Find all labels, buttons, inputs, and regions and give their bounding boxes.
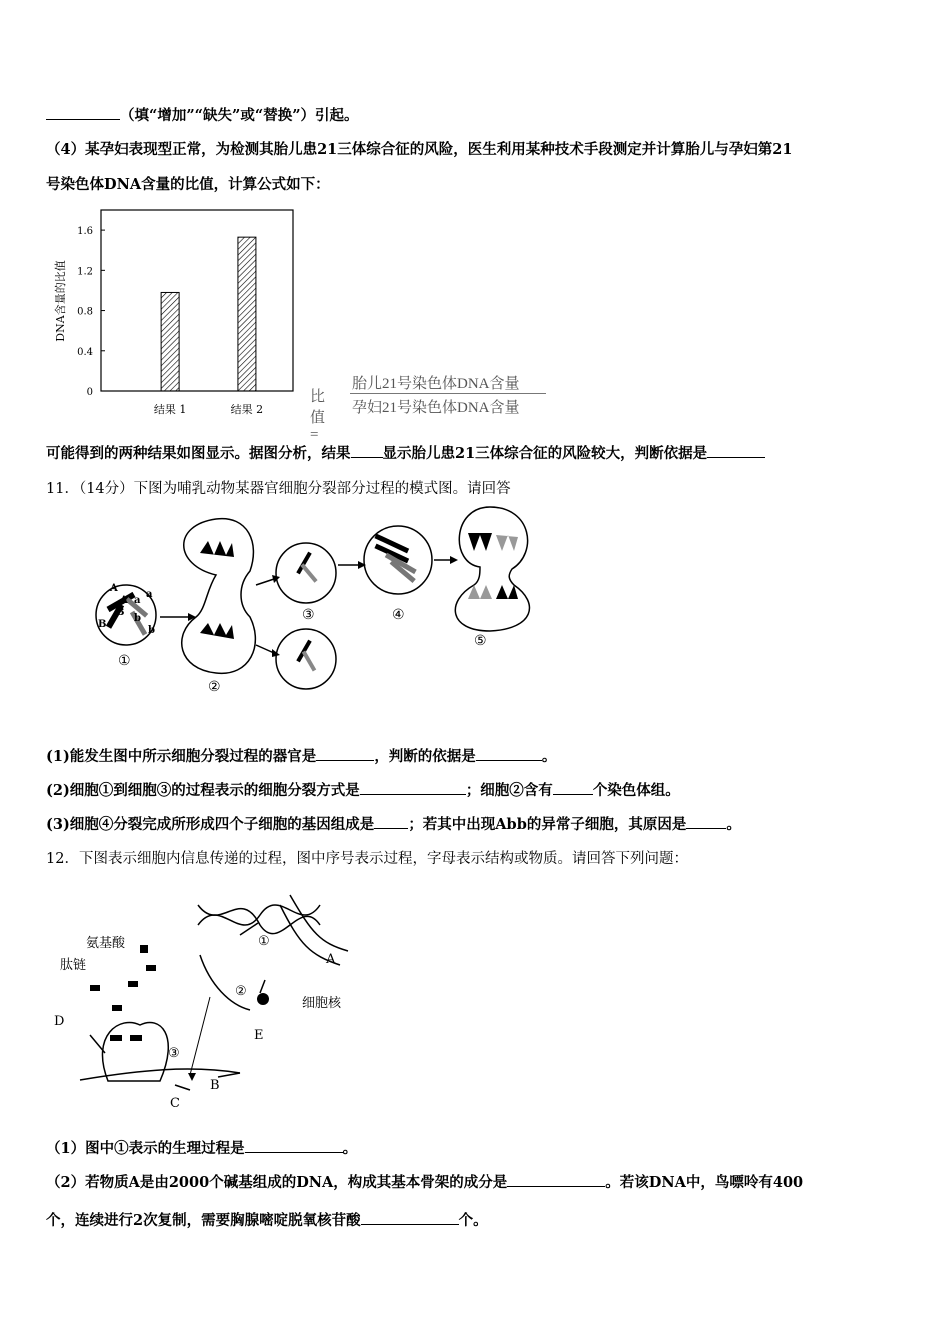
y-tick-label: 0.4	[77, 346, 93, 358]
q12-title: 12．下图表示细胞内信息传递的过程，图中序号表示过程，字母表示结构或物质。请回答下列问题：	[46, 851, 688, 867]
y-tick-label: 1.6	[77, 226, 93, 238]
q12-sub2: （2）若物质A是由2000个碱基组成的DNA，构成其基本骨架的成分是 。若该DNA中，鸟嘌呤有400	[46, 1174, 804, 1191]
gene-expression-diagram	[50, 885, 370, 1115]
cell-label-1: ①	[118, 653, 131, 669]
answer-blank[interactable]	[361, 1210, 459, 1225]
gene-label: b	[134, 613, 141, 624]
gene-label: B	[116, 607, 125, 618]
cell-label-3: ③	[302, 607, 315, 623]
q10-line1: （填“增加”“缺失”或“替换”）引起。	[46, 104, 359, 125]
dna-strand	[198, 905, 320, 934]
label-e: E	[254, 1028, 264, 1043]
gene-label: A	[110, 583, 118, 594]
label-d: D	[54, 1014, 65, 1029]
q11-sub2: (2)细胞①到细胞③的过程表示的细胞分裂方式是 ；细胞②含有 个染色体组。	[46, 782, 680, 799]
cell-label-5: ⑤	[474, 633, 487, 649]
label-amino-acid: 氨基酸	[86, 936, 126, 951]
answer-blank[interactable]	[476, 746, 542, 761]
q10-line2: （4）某孕妇表现型正常，为检测其胎儿患21三体综合征的风险，医生利用某种技术手段测定并计算胎儿与孕妇第21	[46, 141, 793, 158]
gene-label: a	[134, 595, 141, 606]
bar-2	[238, 237, 256, 391]
answer-blank[interactable]	[46, 105, 120, 120]
formula-label: 比值=	[310, 389, 326, 443]
answer-blank[interactable]	[507, 1172, 605, 1187]
dna-ratio-bar-chart	[50, 205, 310, 420]
label-peptide: 肽链	[60, 958, 87, 973]
cell-label-2: ②	[208, 679, 221, 695]
cell-5	[455, 507, 529, 631]
q11-sub3: (3)细胞④分裂完成所形成四个子细胞的基因组成是 ；若其中出现Abb的异常子细胞，其原因是 。	[46, 816, 741, 833]
cell-division-diagram	[88, 505, 558, 700]
bar-1	[161, 292, 179, 391]
answer-blank[interactable]	[374, 814, 408, 829]
y-tick-label: 0.8	[77, 306, 93, 318]
answer-blank[interactable]	[707, 443, 765, 458]
answer-blank[interactable]	[686, 814, 726, 829]
y-axis-label: DNA含量的比值	[54, 260, 67, 342]
answer-blank[interactable]	[245, 1138, 343, 1153]
answer-blank[interactable]	[351, 443, 383, 458]
label-process-3: ③	[168, 1046, 180, 1061]
q12-sub2-cont: 个，连续进行2次复制，需要胸腺嘧啶脱氧核苷酸 个。	[46, 1212, 488, 1229]
label-process-2: ②	[235, 984, 247, 999]
cell-3a	[276, 543, 336, 603]
q11-title: 11．（14分）下图为哺乳动物某器官细胞分裂部分过程的模式图。请回答	[46, 481, 511, 497]
y-tick-label: 1.2	[77, 266, 93, 278]
label-b: B	[210, 1078, 220, 1093]
q12-sub1: （1）图中①表示的生理过程是 。	[46, 1140, 358, 1157]
fraction-bar	[350, 393, 546, 394]
x-tick-label: 结果 1	[153, 403, 187, 416]
gene-label: B	[98, 619, 107, 630]
gene-label: b	[148, 625, 155, 636]
cell-2	[182, 519, 256, 674]
gene-label: A	[120, 595, 128, 606]
label-a: A	[326, 952, 336, 967]
q10-line3: 号染色体DNA含量的比值，计算公式如下：	[46, 176, 330, 193]
cell-label-4: ④	[392, 607, 405, 623]
plot-frame	[101, 210, 293, 391]
formula-denominator: 孕妇21号染色体DNA含量	[352, 400, 520, 416]
label-process-1: ①	[258, 934, 270, 949]
answer-blank[interactable]	[553, 780, 593, 795]
y-tick-label: 0	[86, 387, 93, 398]
formula-numerator: 胎儿21号染色体DNA含量	[352, 376, 520, 392]
label-c: C	[170, 1096, 180, 1111]
label-nucleus: 细胞核	[302, 996, 342, 1011]
q11-sub1: (1)能发生图中所示细胞分裂过程的器官是 ，判断的依据是 。	[46, 748, 557, 765]
x-tick-label: 结果 2	[230, 403, 264, 416]
q10-line4: 可能得到的两种结果如图显示。据图分析，结果 显示胎儿患21三体综合征的风险较大，判断依据是	[46, 442, 765, 463]
gene-label: a	[146, 589, 153, 600]
answer-blank[interactable]	[360, 780, 466, 795]
answer-blank[interactable]	[316, 746, 374, 761]
